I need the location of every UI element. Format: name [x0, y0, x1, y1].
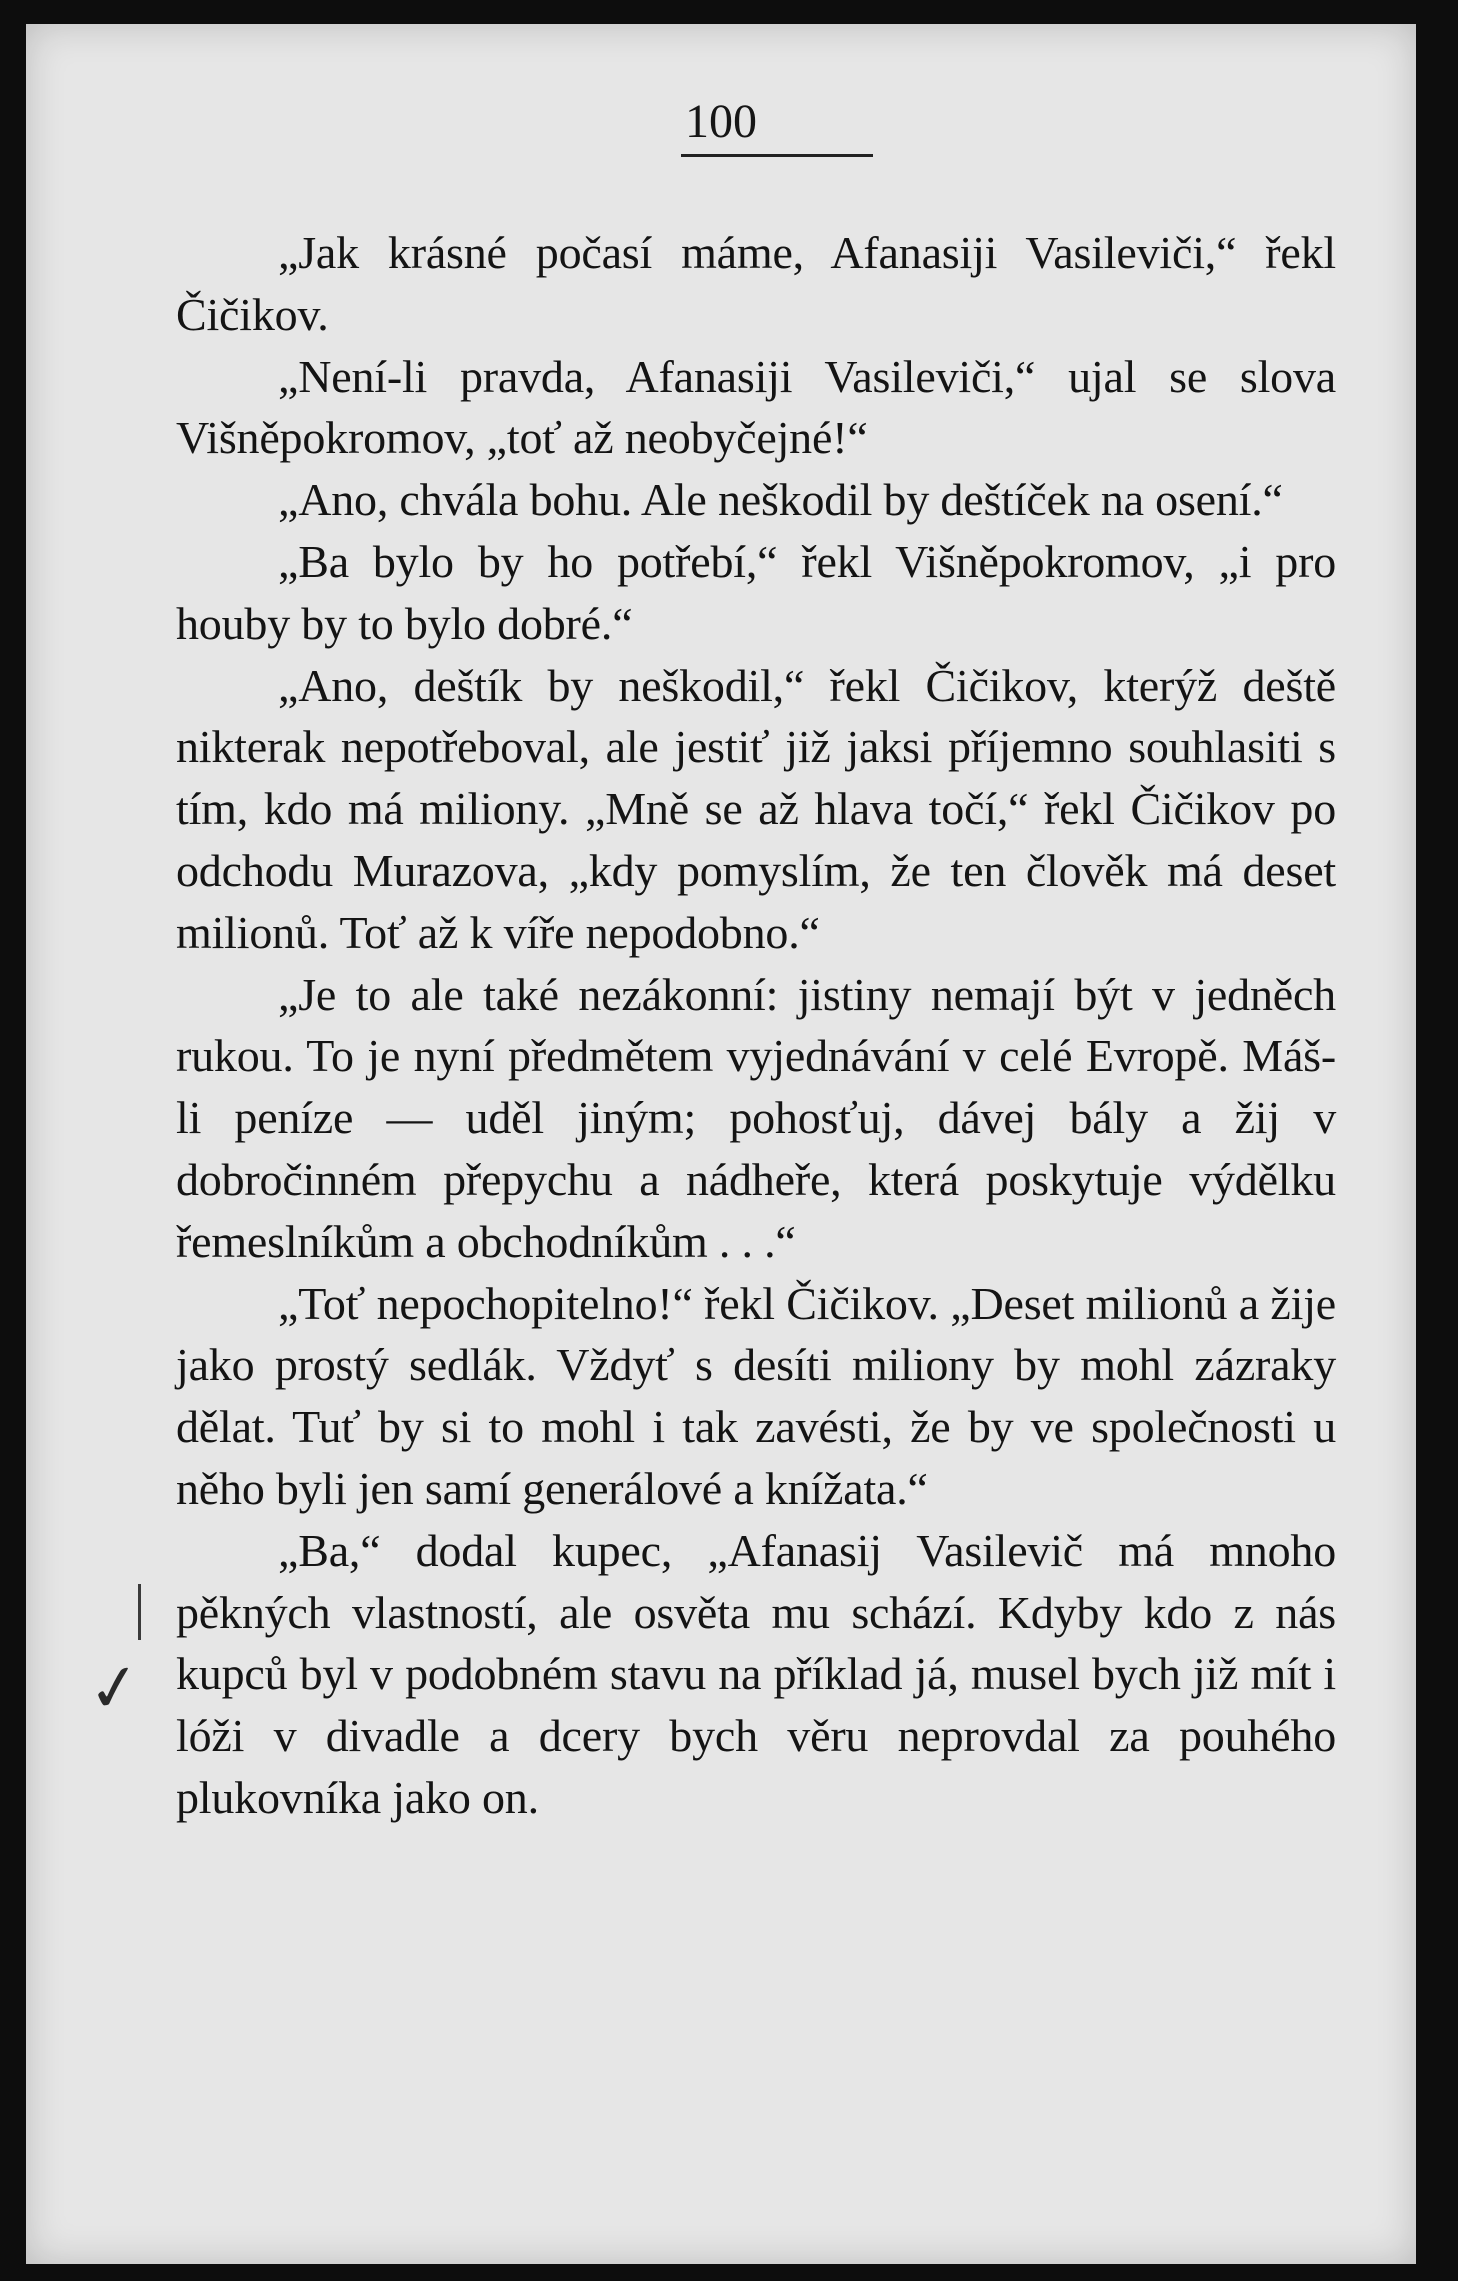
paragraph-5: „Ano, deštík by neškodil,“ řekl Čičikov, kterýž deště nikterak nepotřeboval, ale jestiť již jaksi příjemno souhlasiti s tím, kdo má miliony. „Mně se až hlava točí,“ řekl Čičikov po odchodu Murazova, „kdy pomyslím, že ten člověk má deset milionů. Toť až k víře nepodobno.“ — [176, 659, 1336, 958]
handwritten-margin-mark: ✓ — [83, 1648, 147, 1730]
page-text — [176, 222, 1336, 1829]
paragraph-1: „Jak krásné počasí máme, Afanasiji Vasileviči,“ řekl Čičikov. — [176, 227, 1336, 340]
paragraph-6: „Je to ale také nezákonní: jistiny nemají být v jedněch rukou. To je nyní předmětem vyjednávání v celé Evropě. Máš-li peníze — uděl jiným; pohosťuj, dávej bály a žij v dobročinném přepychu a nádheře, která poskytuje výdělku řemeslníkům a obchodníkům . . .“ — [176, 968, 1336, 1267]
header-rule — [681, 154, 873, 157]
handwritten-margin-line — [138, 1584, 141, 1640]
book-page — [26, 24, 1416, 2264]
paragraph-8: „Ba,“ dodal kupec, „Afanasij Vasilevič má mnoho pěkných vlastností, ale osvěta mu schází. Kdyby kdo z nás kupců byl v podobném stavu na příklad já, musel bych již mít i lóži v divadle a dcery bych věru neprovdal za pouhého plukovníka jako on. — [176, 1524, 1336, 1823]
paragraph-4: „Ba bylo by ho potřebí,“ řekl Višněpokromov, „i pro houby by to bylo dobré.“ — [176, 535, 1336, 649]
paragraph-3: „Ano, chvála bohu. Ale neškodil by deštíček na osení.“ — [278, 474, 1283, 526]
page-number: 100 — [685, 95, 757, 148]
paragraph-7: „Toť nepochopitelno!“ řekl Čičikov. „Deset milionů a žije jako prostý sedlák. Vždyť s desíti miliony by mohl zázraky dělat. Tuť by si to mohl i tak zavésti, že by ve společnosti u něho byli jen samí generálové a knížata.“ — [176, 1277, 1336, 1514]
paragraph-2: „Není-li pravda, Afanasiji Vasileviči,“ ujal se slova Višněpokromov, „toť až neobyčejné!“ — [176, 350, 1336, 464]
